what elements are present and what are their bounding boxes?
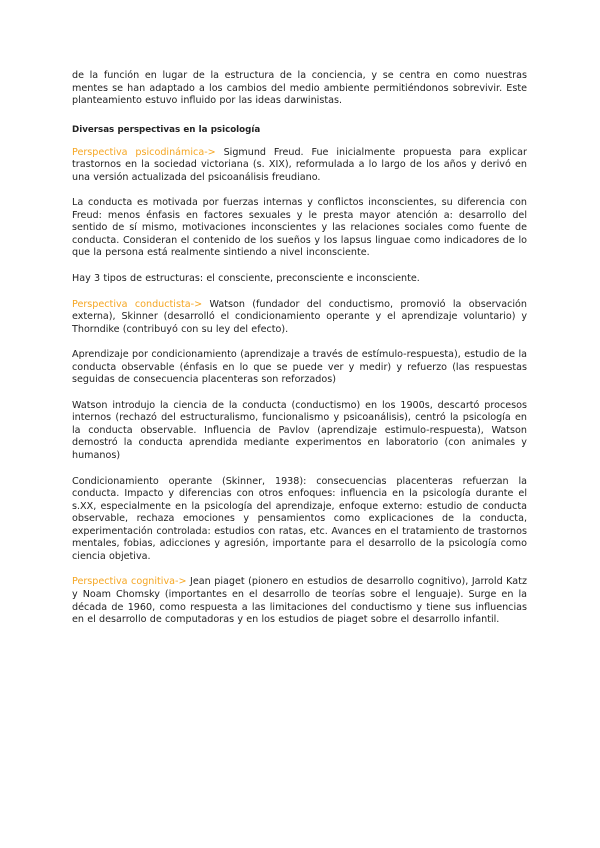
paragraph-cognitiva: [72, 576, 527, 626]
paragraph-conductista: [72, 299, 527, 337]
paragraph-conducta-motivada: La conducta es motivada por fuerzas internas y conflictos inconscientes, su diferencia con Freud: menos énfasis en factores sexuales y le presta mayor atención a: desarrollo del sentido de sí mismo, motivaciones inconscientes y las relaciones sociales como fuente de conducta. Consideran el contenido de los sueños y los lapsus linguae como indicadores de lo que la persona está realmente sintiendo a nivel inconsciente.: [72, 197, 527, 259]
paragraph-psicodinamica: [72, 147, 527, 185]
text-psicodinamica: Sigmund Freud. Fue inicialmente propuesta para explicar trastornos en la sociedad victoriana (s. XIX), reformulada a lo largo de los años y derivó en una versión actualizada del psicoanálisis freudiano.: [72, 146, 527, 183]
section-heading: Diversas perspectivas en la psicología: [72, 124, 261, 135]
paragraph-watson: Watson introdujo la ciencia de la conducta (conductismo) en los 1900s, descartó procesos internos (rechazó del estructuralismo, funcionalismo y psicoanálisis), centró la psicología en la conducta observable. Influencia de Pavlov (aprendizaje estimulo-respuesta), Watson demostró la conducta aprendida mediante experimentos en laboratorio (con animales y humanos): [72, 399, 527, 462]
label-cognitiva: Perspectiva cognitiva->: [72, 576, 187, 588]
document-body: [72, 70, 527, 627]
paragraph-operante: Condicionamiento operante (Skinner, 1938): consecuencias placenteras refuerzan la conducta. Impacto y diferencias con otros enfoques: influencia en la psicología durante el s.XX, especialmente en la psicología del aprendizaje, enfoque externo: estudio de conducta observable, rechaza emociones y pensamientos como explicaciones de la conducta, experimentación controlada: estudios con ratas, etc. Avances en el tratamiento de trastornos mentales, fobias, adicciones y agresión, importante para el desarrollo de la psicología como ciencia objetiva.: [72, 475, 527, 562]
text-cognitiva: Jean piaget (pionero en estudios de desarrollo cognitivo), Jarrold Katz y Noam Chomsky (importantes en el desarrollo de teorías sobre el lenguaje). Surge en la década de 1960, como respuesta a las limitaciones del conductismo y tiene sus influencias en el desarrollo de computadoras y en los estudios de piaget sobre el desarrollo infantil.: [72, 576, 527, 626]
label-psicodinamica: Perspectiva psicodinámica->: [72, 146, 216, 158]
label-conductista: Perspectiva conductista->: [72, 298, 203, 310]
paragraph-tipos-estructuras: Hay 3 tipos de estructuras: el consciente, preconsciente e inconsciente.: [72, 273, 420, 285]
text-conductista: Watson (fundador del conductismo, promovió la observación externa), Skinner (desarrolló el condicionamiento operante y el aprendizaje voluntario) y Thorndike (contribuyó con su ley del efecto).: [72, 298, 527, 335]
paragraph-aprendizaje: Aprendizaje por condicionamiento (aprendizaje a través de estímulo-respuesta), estudio de la conducta observable (énfasis en lo que se puede ver y medir) y refuerzo (las respuestas seguidas de consecuencia placenteras son reforzados): [72, 349, 527, 386]
intro-paragraph: de la función en lugar de la estructura de la conciencia, y se centra en como nuestras mentes se han adaptado a los cambios del medio ambiente permitiéndonos sobrevivir. Este planteamiento estuvo influido por las ideas darwinistas.: [72, 70, 527, 107]
